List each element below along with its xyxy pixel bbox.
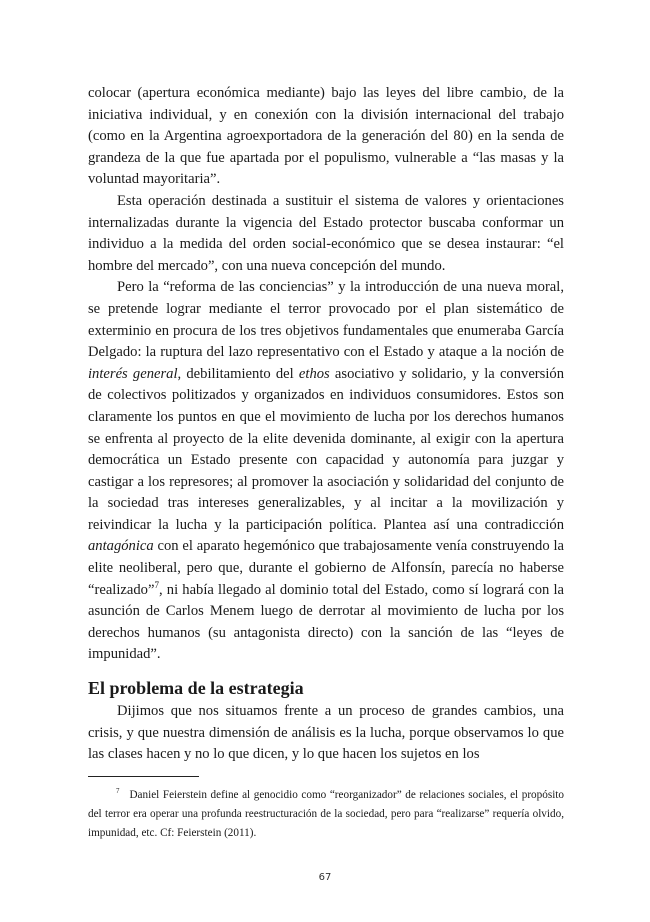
paragraph-2: Esta operación destinada a sustituir el sistema de valores y orientaciones internalizadas durante la vigencia del Estado protector buscaba conformar un individuo a la medida del orden social-económico que se desea instaurar: “el hombre del mercado”, con una nueva concepción del mundo. bbox=[88, 192, 564, 274]
footnote-reference[interactable]: 7 bbox=[154, 579, 159, 590]
emphasis-antagonica: antagónica bbox=[88, 538, 154, 555]
paragraph-3-text-a: Pero la “reforma de las conciencias” y la introducción de una nueva moral, se pretende lograr mediante el terror provocado por el plan sistemático de exterminio en procura de los tres objetivos fundamentales que enumeraba García Delgado: la ruptura del lazo representativo con el Estado y ataque a la noción de bbox=[88, 279, 564, 361]
emphasis-interes-general: interés general bbox=[88, 365, 178, 382]
paragraph-3 bbox=[88, 277, 564, 666]
paragraph-1: colocar (apertura económica mediante) bajo las leyes del libre cambio, de la iniciativa individual, y en conexión con la división internacional del trabajo (como en la Argentina agroexportadora de la generación del 80) en la senda de grandeza de la que fue apartada por el populismo, vulnerable a “las masas y la voluntad mayoritaria”. bbox=[88, 85, 564, 188]
paragraph-3-text-d: con el aparato hegemónico que trabajosamente venía construyendo la elite neoliberal, pero que, durante el gobierno de Alfonsín, parecía no haberse “realizado” bbox=[88, 538, 564, 598]
footnote bbox=[88, 786, 564, 843]
footnote-divider bbox=[88, 776, 199, 777]
page-body bbox=[88, 83, 564, 766]
footnote-text: Daniel Feierstein define al genocidio como “reorganizador” de relaciones sociales, el propósito del terror era operar una profunda reestructuración de la sociedad, pero para “realizarse” requería olvido, impunidad, etc. Cf: Feierstein (2011). bbox=[88, 789, 564, 839]
paragraph-3-text-c: asociativo y solidario, y la conversión de colectivos politizados y organizados en individuos consumidores. Estos son claramente los puntos en que el movimiento de lucha por los derechos humanos se enfrenta al proyecto de la elite devenida dominante, al exigir con la apertura democrática un Estado presente con capacidad y autonomía para juzgar y castigar a los represores; al promover la asociación y solidaridad del conjunto de la sociedad tras intereses generalizables, y al incitar a la movilización y reivindicar la lucha y la participación política. Plantea así una contradicción bbox=[88, 365, 564, 533]
page-number: 67 bbox=[318, 872, 332, 883]
footnote-marker: 7 bbox=[116, 787, 120, 796]
paragraph-3-text-b: , debilitamiento del bbox=[177, 365, 299, 382]
emphasis-ethos: ethos bbox=[298, 365, 330, 382]
paragraph-3-text-e: , ni había llegado al dominio total del Estado, como sí logrará con la asunción de Carlos Menem luego de derrotar al movimiento de lucha por los derechos humanos (su antagonista directo) con la sanción de las “leyes de impunidad”. bbox=[88, 581, 564, 663]
paragraph-4: Dijimos que nos situamos frente a un proceso de grandes cambios, una crisis, y que nuestra dimensión de análisis es la lucha, porque observamos lo que las clases hacen y no lo que dicen, y lo que hacen los sujetos en los bbox=[88, 703, 564, 763]
section-heading: El problema de la estrategia bbox=[88, 678, 304, 699]
